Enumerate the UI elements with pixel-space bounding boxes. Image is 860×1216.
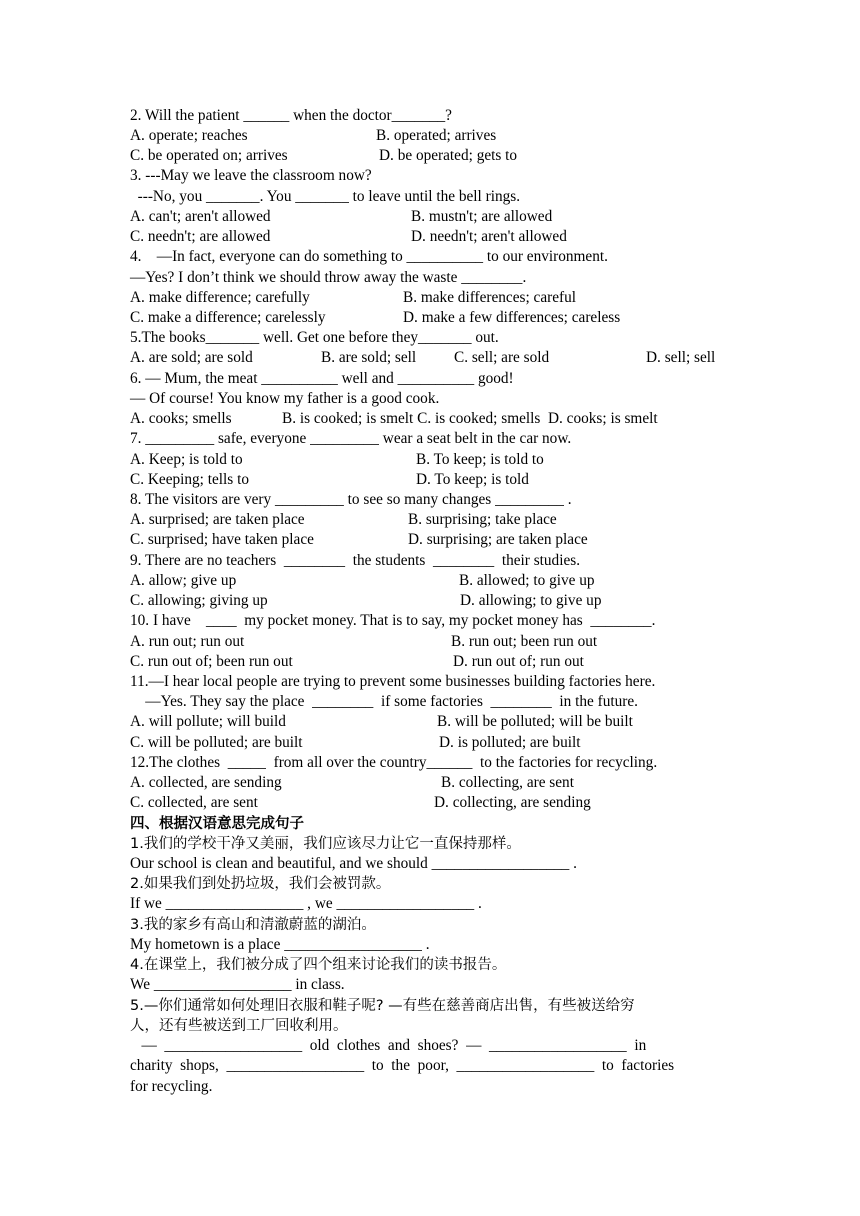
question-line: 5.The books_______ well. Get one before they_______ out. <box>130 329 499 346</box>
question-line: 8. The visitors are very _________ to see so many changes _________ . <box>130 491 572 508</box>
question-line: — Of course! You know my father is a good cook. <box>130 390 440 407</box>
english-sentence: for recycling. <box>130 1078 213 1095</box>
english-sentence: My hometown is a place __________________ . <box>130 936 430 953</box>
chinese-prompt: 1.我们的学校干净又美丽，我们应该尽力让它一直保持那样。 <box>130 836 521 852</box>
answer-option: D. is polluted; are built <box>439 734 581 751</box>
section-title: 四、根据汉语意思完成句子 <box>130 816 304 832</box>
answer-option: D. needn't; aren't allowed <box>411 228 567 245</box>
answer-option: B. are sold; sell <box>321 349 417 366</box>
question-line: 10. I have ____ my pocket money. That is to say, my pocket money has ________. <box>130 612 656 629</box>
answer-option: D. allowing; to give up <box>460 592 602 609</box>
answer-option: D. collecting, are sending <box>434 794 591 811</box>
question-line: A. run out; run out <box>130 633 245 650</box>
answer-option: D. run out of; run out <box>453 653 584 670</box>
question-line: 7. _________ safe, everyone _________ wear a seat belt in the car now. <box>130 430 572 447</box>
english-sentence: If we __________________ , we __________________ . <box>130 895 482 912</box>
answer-option: D. To keep; is told <box>416 471 529 488</box>
question-line: A. allow; give up <box>130 572 237 589</box>
answer-option: B. collecting, are sent <box>441 774 574 791</box>
chinese-prompt: 5.—你们通常如何处理旧衣服和鞋子呢? —有些在慈善商店出售，有些被送给穷 <box>130 998 635 1014</box>
question-line: 3. ---May we leave the classroom now? <box>130 167 372 184</box>
question-line: C. needn't; are allowed <box>130 228 271 245</box>
question-line: C. run out of; been run out <box>130 653 293 670</box>
question-line: C. be operated on; arrives <box>130 147 288 164</box>
answer-option: D. make a few differences; careless <box>403 309 621 326</box>
question-line: C. collected, are sent <box>130 794 258 811</box>
question-line: A. surprised; are taken place <box>130 511 305 528</box>
question-line: C. allowing; giving up <box>130 592 268 609</box>
english-sentence: Our school is clean and beautiful, and we should __________________ . <box>130 855 577 872</box>
answer-option: B. will be polluted; will be built <box>437 713 633 730</box>
chinese-prompt: 2.如果我们到处扔垃圾，我们会被罚款。 <box>130 876 391 892</box>
question-line: 4. —In fact, everyone can do something to __________ to our environment. <box>130 248 608 265</box>
answer-option: B. allowed; to give up <box>459 572 595 589</box>
question-line: C. make a difference; carelessly <box>130 309 326 326</box>
answer-option: D. be operated; gets to <box>379 147 518 164</box>
question-line: A. are sold; are sold <box>130 349 253 366</box>
question-line: 12.The clothes _____ from all over the country______ to the factories for recycling. <box>130 754 658 771</box>
question-line: —Yes? I don’t think we should throw away the waste ________. <box>130 269 527 286</box>
question-line: A. cooks; smells <box>130 410 232 427</box>
answer-option: B. To keep; is told to <box>416 451 544 468</box>
english-sentence: charity shops, __________________ to the poor, __________________ to factories <box>130 1057 675 1074</box>
answer-option: C. sell; are sold <box>454 349 550 366</box>
chinese-prompt: 4.在课堂上，我们被分成了四个组来讨论我们的读书报告。 <box>130 957 507 973</box>
english-sentence: We __________________ in class. <box>130 976 345 993</box>
question-line: 11.—I hear local people are trying to prevent some businesses building factories here. <box>130 673 656 690</box>
chinese-prompt: 3.我的家乡有高山和清澈蔚蓝的湖泊。 <box>130 917 376 933</box>
question-line: A. collected, are sending <box>130 774 282 791</box>
question-line: C. surprised; have taken place <box>130 531 314 548</box>
question-line: C. Keeping; tells to <box>130 471 249 488</box>
question-line: A. operate; reaches <box>130 127 248 144</box>
answer-option: B. make differences; careful <box>403 289 576 306</box>
answer-option: B. mustn't; are allowed <box>411 208 553 225</box>
question-line: 2. Will the patient ______ when the doctor_______? <box>130 107 452 124</box>
question-line: A. Keep; is told to <box>130 451 243 468</box>
question-line: ---No, you _______. You _______ to leave until the bell rings. <box>130 188 521 205</box>
question-line: —Yes. They say the place ________ if some factories ________ in the future. <box>130 693 638 710</box>
question-line: A. can't; aren't allowed <box>130 208 271 225</box>
question-line: 9. There are no teachers ________ the students ________ their studies. <box>130 552 581 569</box>
question-line: 6. — Mum, the meat __________ well and __________ good! <box>130 370 514 387</box>
answer-option: B. run out; been run out <box>451 633 598 650</box>
answer-option: B. surprising; take place <box>408 511 557 528</box>
chinese-prompt: 人，还有些被送到工厂回收利用。 <box>130 1018 348 1034</box>
english-sentence: — __________________ old clothes and shoes? — __________________ in <box>130 1037 647 1054</box>
question-line: A. will pollute; will build <box>130 713 286 730</box>
question-line: A. make difference; carefully <box>130 289 310 306</box>
answer-option: B. operated; arrives <box>376 127 497 144</box>
answer-option: D. surprising; are taken place <box>408 531 588 548</box>
answer-option: B. is cooked; is smelt C. is cooked; smells D. cooks; is smelt <box>282 410 658 427</box>
answer-option: D. sell; sell <box>646 349 716 366</box>
question-line: C. will be polluted; are built <box>130 734 303 751</box>
